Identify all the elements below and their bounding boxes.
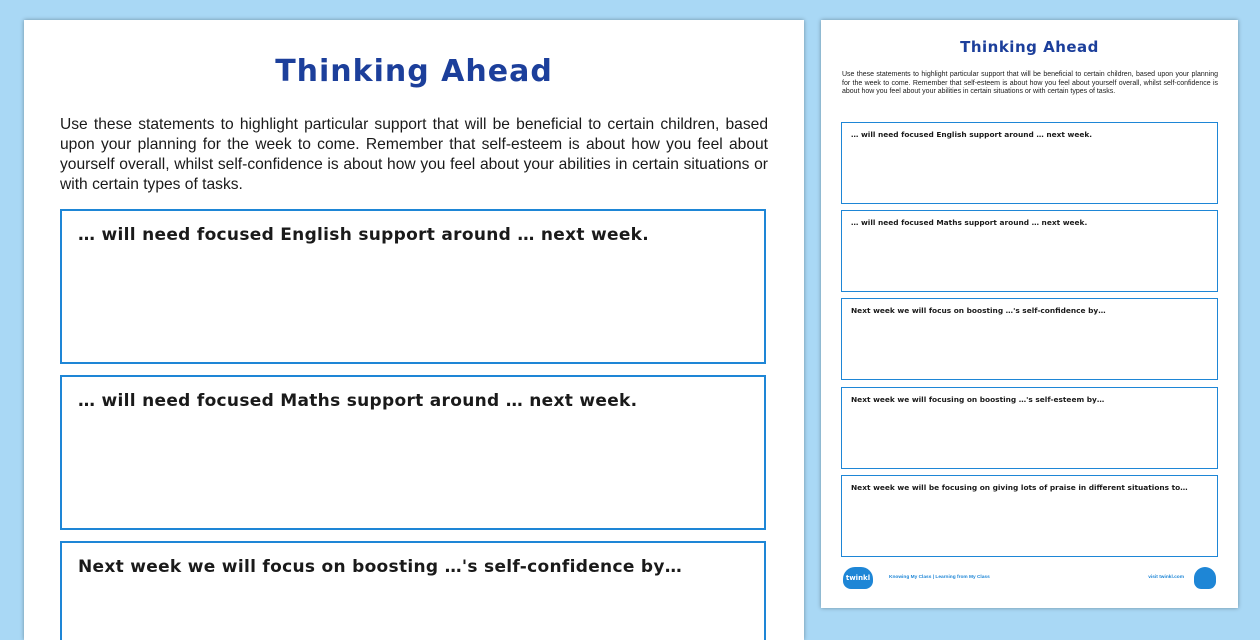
worksheet-page-large	[24, 20, 804, 640]
statement-box[interactable]	[841, 210, 1218, 292]
footer-tagline: Knowing My Class | Learning from My Class	[889, 575, 990, 580]
statement-box[interactable]	[60, 375, 766, 530]
statement-label: … will need focused Maths support around … next week.	[78, 391, 638, 411]
worksheet-title: Thinking Ahead	[960, 38, 1099, 56]
worksheet-intro: Use these statements to highlight particular support that will be beneficial to certain children, based upon your planning for the week to come. Remember that self-esteem is about how you feel about yourself overall, whilst self-confidence is about how you feel about your abilities in certain situations or with certain types of tasks.	[842, 71, 1218, 96]
statement-label: Next week we will focusing on boosting …'s self-esteem by…	[851, 395, 1105, 404]
twinkl-badge-icon	[1194, 567, 1216, 589]
statement-label: … will need focused English support around … next week.	[78, 225, 650, 245]
statement-label: … will need focused Maths support around … next week.	[851, 218, 1088, 227]
statement-box[interactable]	[60, 209, 766, 364]
statement-box[interactable]	[841, 387, 1218, 469]
page-footer	[841, 565, 1218, 595]
statement-label: Next week we will focus on boosting …'s self-confidence by…	[851, 306, 1106, 315]
statement-label: … will need focused English support around … next week.	[851, 130, 1093, 139]
footer-url[interactable]: visit twinkl.com	[1148, 575, 1184, 580]
statement-box[interactable]	[841, 122, 1218, 204]
statement-box[interactable]	[60, 541, 766, 640]
statement-label: Next week we will focus on boosting …'s self-confidence by…	[78, 557, 683, 577]
worksheet-title: Thinking Ahead	[275, 54, 553, 89]
worksheet-intro: Use these statements to highlight particular support that will be beneficial to certain children, based upon your planning for the week to come. Remember that self-esteem is about how you feel about yourself overall, whilst self-confidence is about how you feel about your abilities in certain situations or with certain types of tasks.	[60, 116, 768, 193]
statement-label: Next week we will be focusing on giving lots of praise in different situations to…	[851, 483, 1188, 492]
twinkl-logo: twinkl	[843, 567, 873, 589]
worksheet-page-small	[821, 20, 1238, 608]
statement-box[interactable]	[841, 475, 1218, 557]
statement-box[interactable]	[841, 298, 1218, 380]
